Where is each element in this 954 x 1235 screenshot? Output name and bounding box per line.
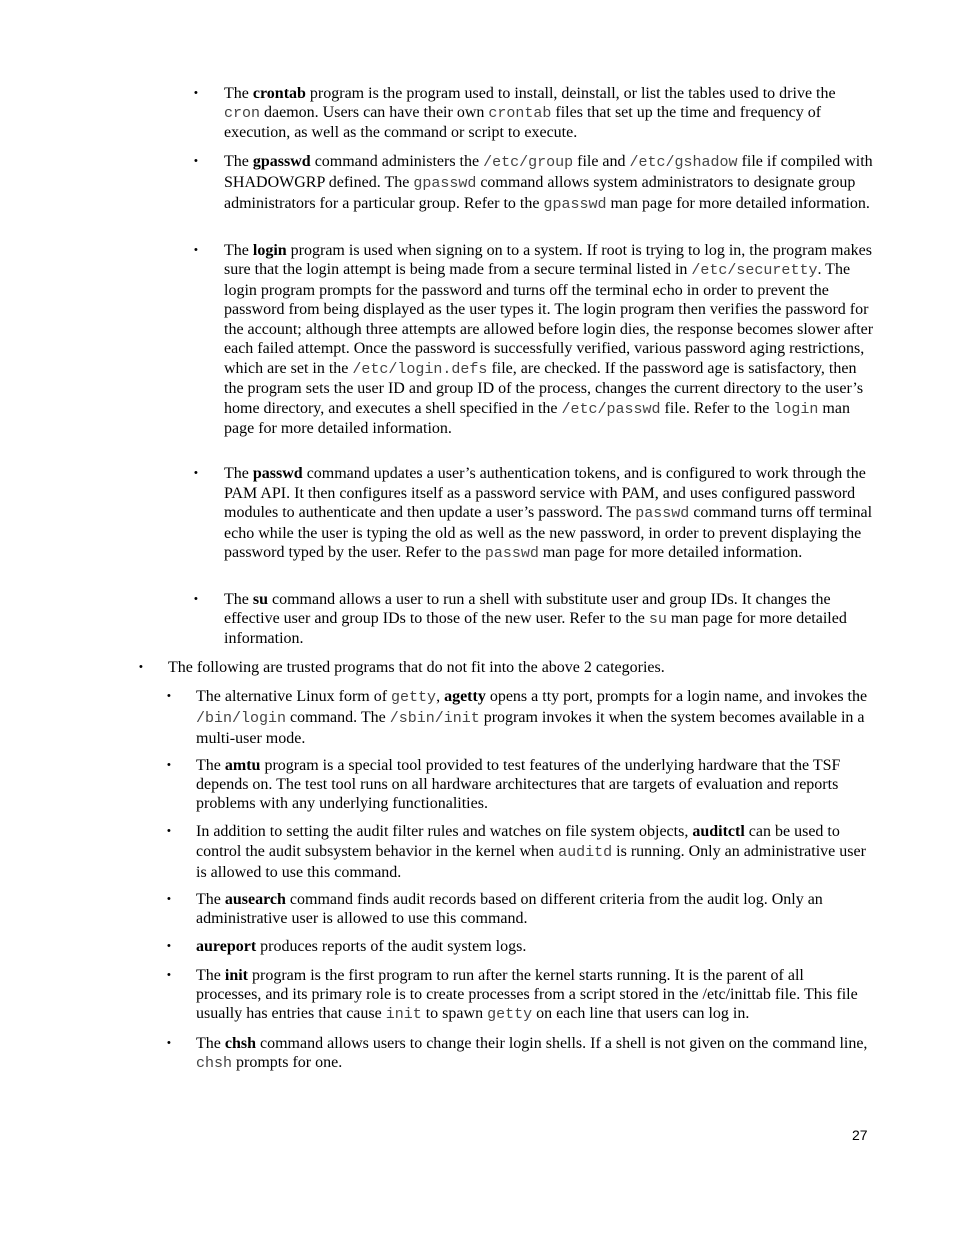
term-amtu: amtu: [224, 757, 261, 774]
text: program is a special tool provided to test features of the underlying hardware that the TSF depends on. The test tool runs on all hardware architectures that are targets of evaluation and reports problems with any underlying functionalities.: [196, 757, 841, 812]
text: command allows system administrators to designate group administrators for a particular group. Refer to the: [224, 174, 856, 212]
term-ausearch: ausearch: [224, 891, 286, 908]
text: The: [196, 967, 221, 984]
list-item-init: [167, 966, 872, 1024]
text: file, are checked. If the password age is satisfactory, then the program sets the user ID and group ID of the process, changes the current directory to the user’s home directory, and executes a shell specified in the: [224, 359, 864, 417]
code-etc-passwd: /etc/passwd: [561, 400, 661, 418]
text: command finds audit records based on different criteria from the audit log. Only an administrative user is allowed to use this command.: [196, 891, 823, 927]
text: The: [224, 85, 249, 102]
bullet: •: [167, 825, 171, 837]
bullet: •: [194, 467, 198, 479]
text: program is used when signing on to a system. If root is trying to log in, the program makes sure that the login attempt is being made from a secure terminal listed in: [224, 242, 872, 279]
text: to spawn: [421, 1005, 488, 1022]
code-crontab: crontab: [488, 105, 552, 122]
term-chsh: chsh: [224, 1035, 256, 1052]
text: In addition to setting the audit filter rules and watches on file system objects,: [196, 823, 693, 840]
text: opens a tty port, prompts for a login name, and invokes the: [485, 688, 868, 705]
bullet: •: [167, 969, 171, 981]
code-etc-gshadow: /etc/gshadow: [629, 154, 738, 171]
bullet: •: [167, 1037, 171, 1049]
text: man page for more detailed information.: [224, 610, 847, 647]
bullet: •: [167, 940, 171, 952]
text: The: [224, 153, 249, 170]
text: prompts for one.: [232, 1054, 343, 1071]
code-bin-login: /bin/login: [196, 710, 287, 727]
list-item-passwd: [194, 464, 874, 564]
text: can be used to control the audit subsystem behavior in the kernel when: [196, 823, 840, 860]
code-getty: getty: [391, 689, 437, 706]
text: man page for more detailed information.: [224, 399, 850, 438]
code-auditd: auditd: [558, 844, 613, 861]
term-agetty: agetty: [444, 688, 486, 705]
text: The alternative Linux form of: [196, 688, 392, 705]
paragraph-auditctl: [196, 822, 872, 883]
text: program is the first program to run after the kernel starts running. It is the parent of all processes, and its primary role is to create processes from a script stored in the /etc/inittab file. This file usually has entries that cause: [196, 967, 858, 1022]
code-etc-securetty: /etc/securetty: [691, 262, 818, 280]
text: command administers the: [310, 153, 484, 170]
text: command allows users to change their login shells. If a shell is not given on the command line,: [256, 1035, 868, 1052]
term-aureport: aureport: [196, 938, 257, 955]
text: command turns off terminal echo while the user is typing the old as well as the new password, in order to prevent displaying the password typed by the user. Refer to the: [224, 504, 873, 562]
list-item-crontab: [194, 84, 874, 142]
paragraph-chsh: [196, 1034, 872, 1073]
text: The: [224, 242, 249, 259]
text: command allows a user to run a shell with substitute user and group IDs. It changes the effective user and group IDs to those of the new user. Refer to the: [224, 591, 831, 627]
text: files that set up the time and frequency of execution, as well as the command or script to execute.: [224, 104, 822, 141]
term-passwd: passwd: [252, 465, 303, 482]
text: The: [224, 591, 249, 608]
term-gpasswd: gpasswd: [252, 153, 311, 170]
text: command updates a user’s authentication tokens, and is configured to work through the PAM API. It then configures itself as a password service with PAM, and uses configured password modules to authenticate and then update a user’s password. The: [224, 465, 866, 522]
code-gpasswd: gpasswd: [413, 175, 477, 192]
list-item-chsh: [167, 1034, 872, 1073]
paragraph-init: [196, 966, 872, 1024]
paragraph-gpasswd: [224, 152, 874, 215]
code-passwd: passwd: [635, 505, 690, 523]
code-etc-group: /etc/group: [483, 154, 574, 171]
text: The: [196, 757, 221, 774]
code-cron: cron: [224, 105, 261, 122]
text: on each line that users can log in.: [532, 1005, 750, 1022]
text: daemon. Users can have their own: [260, 104, 489, 121]
bullet: •: [194, 244, 198, 256]
list-item-other-programs: [139, 658, 868, 677]
bullet: •: [167, 690, 171, 702]
list-item-su: [194, 590, 874, 648]
term-su: su: [252, 591, 268, 608]
list-item-agetty: [167, 687, 872, 749]
text: file and: [573, 153, 630, 170]
text: is running. Only an administrative user is allowed to use this command.: [196, 843, 866, 881]
paragraph-crontab: [224, 84, 874, 142]
bullet: •: [167, 893, 171, 905]
code-gpasswd: gpasswd: [543, 196, 607, 213]
text: man page for more detailed information.: [606, 195, 870, 212]
text: program invokes it when the system becomes available in a multi-user mode.: [196, 709, 865, 747]
list-item-amtu: [167, 756, 872, 813]
list-item-aureport: [167, 937, 872, 956]
list-item-login: [194, 241, 874, 439]
bullet: •: [167, 759, 171, 771]
paragraph-ausearch: [196, 890, 872, 928]
code-getty: getty: [487, 1006, 533, 1023]
paragraph-login: [224, 241, 874, 439]
text: program is the program used to install, deinstall, or list the tables used to drive the: [305, 85, 836, 102]
text: man page for more detailed information.: [538, 544, 803, 562]
text: . The login program prompts for the password and turns off the terminal echo in order to prevent the password from being displayed as the user types it. The login program then verifies the password for the account; although three attempts are allowed before login dies, the response becomes slower after each failed attempt. Once the password is successfully verified, various password aging restrictions, which are set in the: [224, 261, 874, 377]
paragraph-aureport: [196, 937, 872, 956]
code-init: init: [385, 1006, 422, 1023]
bullet: •: [139, 661, 143, 673]
code-su: su: [648, 611, 667, 628]
bullet: •: [194, 155, 198, 167]
term-auditctl: auditctl: [692, 823, 745, 840]
code-sbin-init: /sbin/init: [389, 710, 480, 727]
text: file if compiled with SHADOWGRP defined. The: [224, 153, 873, 191]
list-item-ausearch: [167, 890, 872, 928]
bullet: •: [194, 87, 198, 99]
code-passwd: passwd: [484, 545, 539, 563]
term-login: login: [252, 242, 287, 259]
list-item-auditctl: [167, 822, 872, 883]
text: ,: [436, 688, 445, 705]
code-etc-login-defs: /etc/login.defs: [352, 360, 488, 378]
page-number: 27: [852, 1127, 868, 1143]
code-chsh: chsh: [196, 1055, 233, 1072]
paragraph-su: [224, 590, 874, 648]
term-init: init: [224, 967, 248, 984]
text: command. The: [286, 709, 390, 726]
paragraph-agetty: [196, 687, 872, 749]
paragraph-intro: The following are trusted programs that do not fit into the above 2 categories.: [168, 659, 665, 676]
list-item-gpasswd: [194, 152, 874, 215]
code-login: login: [773, 400, 819, 418]
paragraph-amtu: [196, 756, 872, 813]
text: The: [196, 891, 221, 908]
text: file. Refer to the: [660, 399, 774, 417]
text: The: [224, 465, 249, 482]
term-crontab: crontab: [252, 85, 306, 102]
paragraph-passwd: [224, 464, 874, 564]
text: The: [196, 1035, 221, 1052]
text: produces reports of the audit system logs.: [256, 938, 527, 955]
bullet: •: [194, 593, 198, 605]
